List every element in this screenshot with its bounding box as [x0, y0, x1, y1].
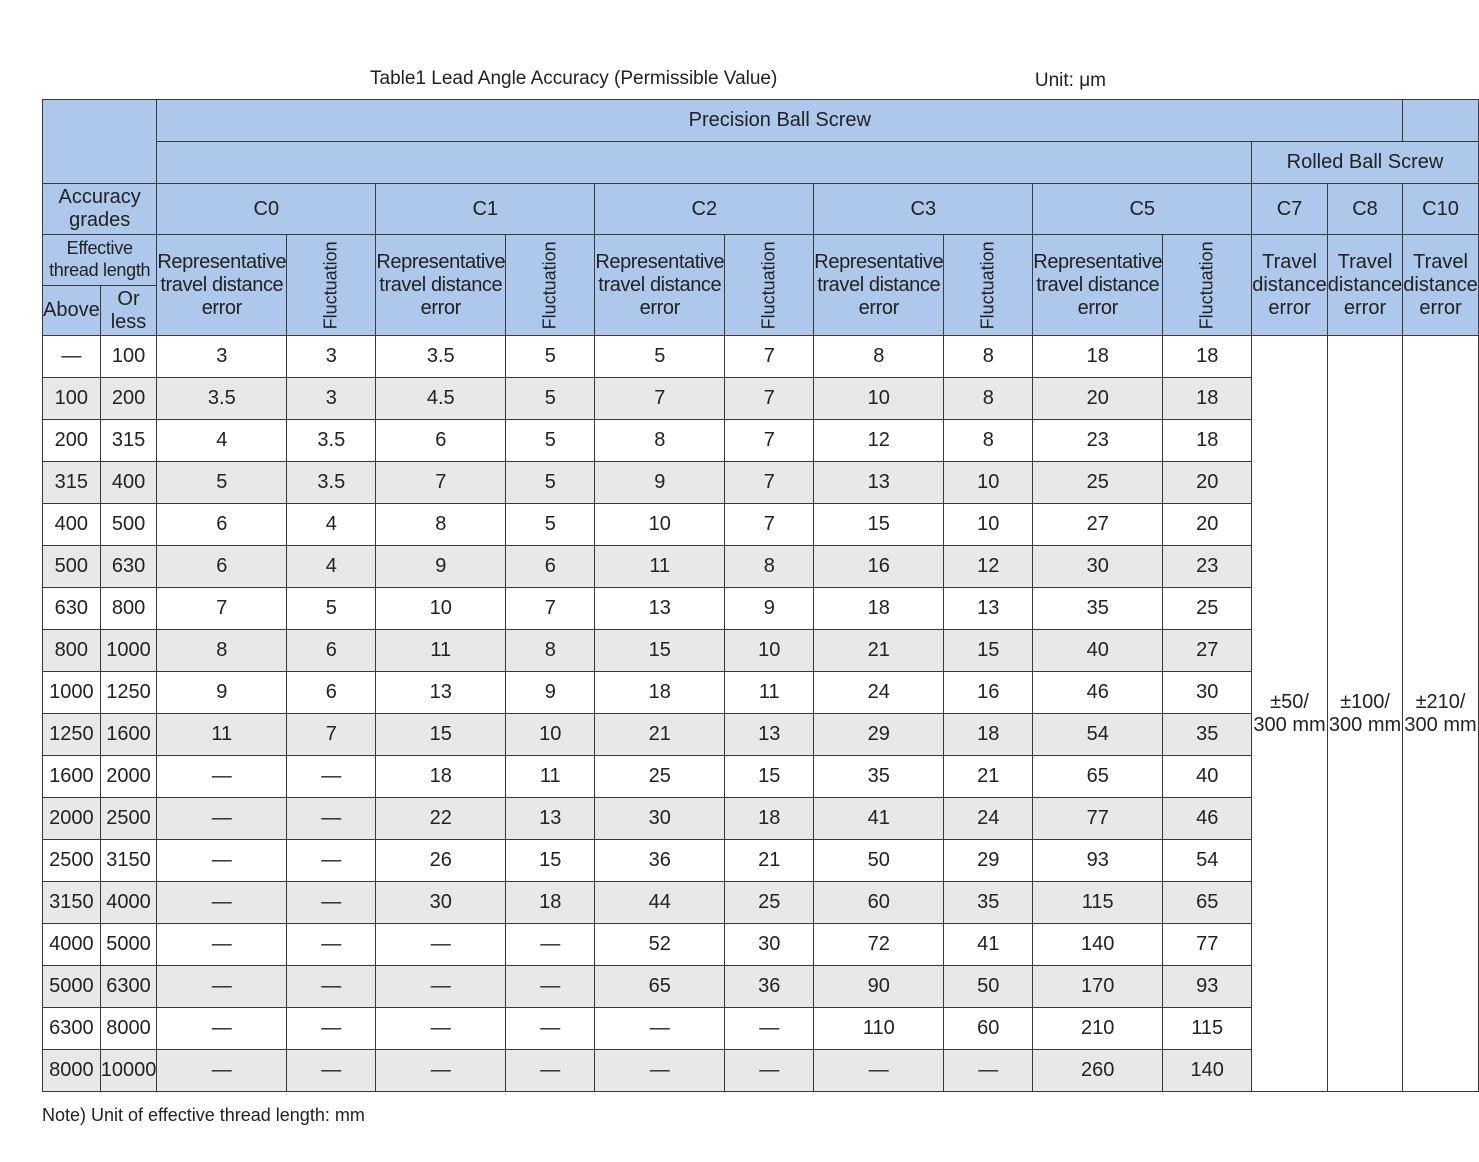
lead-angle-accuracy-table [42, 99, 1479, 1092]
length-above-cell: 400 [43, 504, 101, 546]
rolled-value-line: ±100/ [1340, 690, 1390, 713]
value-cell: 5 [287, 588, 376, 630]
tde-header-line: error [1343, 296, 1387, 319]
fluctuation-header [725, 235, 814, 336]
value-cell: 18 [1163, 420, 1252, 462]
value-cell: 44 [595, 882, 725, 924]
value-cell: 24 [944, 798, 1033, 840]
value-cell: 15 [376, 714, 506, 756]
value-cell: 7 [725, 462, 814, 504]
grade-header-c10: C10 [1403, 184, 1479, 235]
value-cell: — [506, 924, 595, 966]
note-text: Note) Unit of effective thread length: mm [42, 1105, 365, 1125]
value-cell: 9 [595, 462, 725, 504]
value-cell: 10 [506, 714, 595, 756]
value-cell: 5 [506, 504, 595, 546]
value-cell: 36 [725, 966, 814, 1008]
value-cell: 20 [1163, 504, 1252, 546]
value-cell: — [287, 1008, 376, 1050]
value-cell: 25 [1163, 588, 1252, 630]
value-cell: 4 [157, 420, 287, 462]
value-cell: 15 [814, 504, 944, 546]
length-or-less-cell: 2500 [100, 798, 157, 840]
value-cell: 16 [814, 546, 944, 588]
length-above-cell: 800 [43, 630, 101, 672]
length-above-cell: 3150 [43, 882, 101, 924]
value-cell: — [157, 840, 287, 882]
value-cell: 5 [157, 462, 287, 504]
value-cell: 3 [157, 336, 287, 378]
tde-header-line: Travel [1413, 250, 1468, 273]
rolled-value-line: 300 mm [1253, 713, 1326, 736]
rolled-value-line: 300 mm [1404, 713, 1477, 736]
rep-header-line: travel distance [598, 273, 722, 296]
rolled-value-line: ±210/ [1415, 690, 1466, 713]
value-cell: — [376, 1008, 506, 1050]
fluctuation-label: Fluctuation [1196, 240, 1217, 329]
value-cell: 27 [1163, 630, 1252, 672]
value-cell: 27 [1033, 504, 1163, 546]
value-cell: 21 [814, 630, 944, 672]
length-or-less-cell: 400 [100, 462, 157, 504]
value-cell: 8 [944, 378, 1033, 420]
value-cell: — [595, 1008, 725, 1050]
value-cell: — [506, 1050, 595, 1092]
length-above-cell: 2000 [43, 798, 101, 840]
value-cell: — [157, 1008, 287, 1050]
fluctuation-header [944, 235, 1033, 336]
value-cell: 10 [376, 588, 506, 630]
representative-travel-distance-error-header [1033, 235, 1163, 336]
value-cell: 30 [1033, 546, 1163, 588]
above-header: Above [43, 286, 101, 336]
length-or-less-cell: 5000 [100, 924, 157, 966]
value-cell: 22 [376, 798, 506, 840]
value-cell: 25 [595, 756, 725, 798]
value-cell: 24 [814, 672, 944, 714]
length-above-cell: 100 [43, 378, 101, 420]
rolled-travel-distance-error-value [1403, 336, 1479, 1092]
value-cell: 7 [376, 462, 506, 504]
grade-header-c0: C0 [157, 184, 376, 235]
value-cell: 11 [595, 546, 725, 588]
value-cell: 18 [376, 756, 506, 798]
value-cell: 65 [595, 966, 725, 1008]
fluctuation-header [287, 235, 376, 336]
travel-distance-error-header [1327, 235, 1403, 336]
value-cell: 210 [1033, 1008, 1163, 1050]
header-blank-2 [157, 142, 1252, 184]
value-cell: 20 [1033, 378, 1163, 420]
value-cell: 8 [944, 336, 1033, 378]
value-cell: 7 [506, 588, 595, 630]
value-cell: 15 [595, 630, 725, 672]
fluctuation-header [506, 235, 595, 336]
value-cell: 18 [1033, 336, 1163, 378]
unit-label: Unit: μm [1034, 70, 1106, 91]
value-cell: 23 [1033, 420, 1163, 462]
rep-header-line: travel distance [160, 273, 284, 296]
length-above-cell: 630 [43, 588, 101, 630]
value-cell: 9 [376, 546, 506, 588]
length-above-cell: 1250 [43, 714, 101, 756]
fluctuation-label: Fluctuation [977, 240, 998, 329]
length-above-cell: 8000 [43, 1050, 101, 1092]
value-cell: 26 [376, 840, 506, 882]
grade-header-c5: C5 [1033, 184, 1252, 235]
value-cell: — [157, 798, 287, 840]
value-cell: 5 [506, 378, 595, 420]
length-or-less-cell: 8000 [100, 1008, 157, 1050]
value-cell: 18 [1163, 336, 1252, 378]
value-cell: 4 [287, 504, 376, 546]
value-cell: 3 [287, 336, 376, 378]
value-cell: — [595, 1050, 725, 1092]
value-cell: 170 [1033, 966, 1163, 1008]
length-above-cell: 5000 [43, 966, 101, 1008]
value-cell: — [506, 966, 595, 1008]
length-above-cell: 2500 [43, 840, 101, 882]
value-cell: 18 [595, 672, 725, 714]
rep-header-line: error [420, 296, 461, 319]
fluctuation-label: Fluctuation [758, 240, 779, 329]
length-above-cell: 1000 [43, 672, 101, 714]
value-cell: — [376, 924, 506, 966]
value-cell: 6 [287, 630, 376, 672]
tde-header-line: distance [1252, 273, 1327, 296]
representative-travel-distance-error-header [814, 235, 944, 336]
value-cell: 13 [376, 672, 506, 714]
length-or-less-cell: 100 [100, 336, 157, 378]
value-cell: 110 [814, 1008, 944, 1050]
value-cell: 9 [506, 672, 595, 714]
travel-distance-error-header [1252, 235, 1328, 336]
value-cell: 11 [725, 672, 814, 714]
value-cell: 18 [506, 882, 595, 924]
effective-thread-length-header: Effective thread length [43, 235, 157, 286]
value-cell: 3.5 [287, 420, 376, 462]
value-cell: 115 [1033, 882, 1163, 924]
value-cell: 13 [725, 714, 814, 756]
value-cell: 5 [506, 462, 595, 504]
value-cell: 40 [1163, 756, 1252, 798]
value-cell: 10 [944, 462, 1033, 504]
value-cell: 30 [595, 798, 725, 840]
value-cell: 10 [595, 504, 725, 546]
value-cell: 8 [376, 504, 506, 546]
value-cell: 30 [1163, 672, 1252, 714]
value-cell: 60 [944, 1008, 1033, 1050]
length-or-less-cell: 4000 [100, 882, 157, 924]
value-cell: 6 [506, 546, 595, 588]
accuracy-grades-header: Accuracy grades [43, 184, 157, 235]
value-cell: 77 [1033, 798, 1163, 840]
length-or-less-cell: 200 [100, 378, 157, 420]
length-above-cell: 1600 [43, 756, 101, 798]
value-cell: — [376, 966, 506, 1008]
value-cell: 18 [725, 798, 814, 840]
value-cell: 140 [1163, 1050, 1252, 1092]
length-above-cell: 315 [43, 462, 101, 504]
tde-header-line: error [1268, 296, 1311, 319]
value-cell: 72 [814, 924, 944, 966]
value-cell: 8 [595, 420, 725, 462]
rep-header-line: Representative [595, 250, 725, 273]
value-cell: 115 [1163, 1008, 1252, 1050]
value-cell: 15 [506, 840, 595, 882]
value-cell: 41 [944, 924, 1033, 966]
travel-distance-error-header [1403, 235, 1479, 336]
grade-header-c8: C8 [1327, 184, 1403, 235]
value-cell: 13 [506, 798, 595, 840]
value-cell: — [287, 798, 376, 840]
value-cell: 93 [1163, 966, 1252, 1008]
value-cell: — [287, 840, 376, 882]
value-cell: 3 [287, 378, 376, 420]
value-cell: 4 [287, 546, 376, 588]
representative-travel-distance-error-header [157, 235, 287, 336]
length-or-less-cell: 315 [100, 420, 157, 462]
fluctuation-label: Fluctuation [320, 240, 341, 329]
fluctuation-header [1163, 235, 1252, 336]
value-cell: 18 [814, 588, 944, 630]
value-cell: 41 [814, 798, 944, 840]
value-cell: 3.5 [157, 378, 287, 420]
tde-header-line: distance [1403, 273, 1478, 296]
value-cell: 7 [595, 378, 725, 420]
value-cell: 6 [287, 672, 376, 714]
value-cell: 13 [595, 588, 725, 630]
value-cell: 13 [814, 462, 944, 504]
tde-header-line: distance [1327, 273, 1403, 296]
rep-header-line: error [201, 296, 242, 319]
length-above-cell: — [43, 336, 101, 378]
value-cell: 18 [944, 714, 1033, 756]
value-cell: 35 [1163, 714, 1252, 756]
value-cell: 46 [1033, 672, 1163, 714]
value-cell: 5 [595, 336, 725, 378]
value-cell: 11 [157, 714, 287, 756]
value-cell: 15 [725, 756, 814, 798]
value-cell: 90 [814, 966, 944, 1008]
rep-header-line: travel distance [1036, 273, 1160, 296]
value-cell: 13 [944, 588, 1033, 630]
value-cell: — [376, 1050, 506, 1092]
value-cell: 8 [944, 420, 1033, 462]
length-or-less-cell: 500 [100, 504, 157, 546]
value-cell: — [157, 924, 287, 966]
value-cell: 7 [725, 504, 814, 546]
tde-header-line: error [1419, 296, 1462, 319]
value-cell: 29 [814, 714, 944, 756]
rep-header-line: travel distance [817, 273, 941, 296]
header-blank [1403, 100, 1479, 142]
value-cell: 25 [725, 882, 814, 924]
rolled-travel-distance-error-value [1327, 336, 1403, 1092]
fluctuation-label: Fluctuation [539, 240, 560, 329]
value-cell: 6 [376, 420, 506, 462]
value-cell: 7 [725, 420, 814, 462]
value-cell: 50 [944, 966, 1033, 1008]
length-or-less-cell: 6300 [100, 966, 157, 1008]
rolled-ball-screw-header: Rolled Ball Screw [1252, 142, 1479, 184]
rolled-travel-distance-error-value [1252, 336, 1328, 1092]
length-or-less-cell: 800 [100, 588, 157, 630]
value-cell: 36 [595, 840, 725, 882]
value-cell: 20 [1163, 462, 1252, 504]
rep-header-line: error [858, 296, 899, 319]
value-cell: 5 [506, 420, 595, 462]
length-or-less-cell: 630 [100, 546, 157, 588]
value-cell: 40 [1033, 630, 1163, 672]
value-cell: 46 [1163, 798, 1252, 840]
value-cell: — [944, 1050, 1033, 1092]
tde-header-line: Travel [1337, 250, 1393, 273]
value-cell: 7 [287, 714, 376, 756]
rep-header-line: error [639, 296, 680, 319]
tde-header-line: Travel [1262, 250, 1317, 273]
length-or-less-cell: 1250 [100, 672, 157, 714]
value-cell: 23 [1163, 546, 1252, 588]
value-cell: 54 [1033, 714, 1163, 756]
value-cell: — [287, 924, 376, 966]
value-cell: 25 [1033, 462, 1163, 504]
rep-header-line: travel distance [379, 273, 503, 296]
value-cell: 65 [1033, 756, 1163, 798]
value-cell: 4.5 [376, 378, 506, 420]
value-cell: 50 [814, 840, 944, 882]
value-cell: 140 [1033, 924, 1163, 966]
grade-header-c2: C2 [595, 184, 814, 235]
representative-travel-distance-error-header [376, 235, 506, 336]
length-above-cell: 500 [43, 546, 101, 588]
value-cell: — [814, 1050, 944, 1092]
length-or-less-cell: 1600 [100, 714, 157, 756]
value-cell: — [157, 882, 287, 924]
value-cell: 3.5 [376, 336, 506, 378]
value-cell: 7 [725, 336, 814, 378]
table-title: Table1 Lead Angle Accuracy (Permissible Value) [370, 68, 778, 89]
grade-header-c1: C1 [376, 184, 595, 235]
rep-header-line: Representative [376, 250, 506, 273]
value-cell: 9 [157, 672, 287, 714]
value-cell: — [157, 1050, 287, 1092]
value-cell: 16 [944, 672, 1033, 714]
value-cell: 18 [1163, 378, 1252, 420]
value-cell: 35 [814, 756, 944, 798]
value-cell: 21 [725, 840, 814, 882]
value-cell: 54 [1163, 840, 1252, 882]
rep-header-line: error [1077, 296, 1118, 319]
value-cell: 8 [814, 336, 944, 378]
value-cell: 30 [725, 924, 814, 966]
length-above-cell: 200 [43, 420, 101, 462]
value-cell: 29 [944, 840, 1033, 882]
value-cell: 5 [506, 336, 595, 378]
representative-travel-distance-error-header [595, 235, 725, 336]
value-cell: — [287, 882, 376, 924]
value-cell: 260 [1033, 1050, 1163, 1092]
value-cell: — [287, 966, 376, 1008]
rep-header-line: Representative [814, 250, 944, 273]
table-caption [0, 68, 1145, 92]
value-cell: 35 [944, 882, 1033, 924]
or-less-header: Or less [100, 286, 157, 336]
precision-ball-screw-header: Precision Ball Screw [157, 100, 1403, 142]
value-cell: 35 [1033, 588, 1163, 630]
length-or-less-cell: 10000 [100, 1050, 157, 1092]
length-or-less-cell: 1000 [100, 630, 157, 672]
value-cell: 6 [157, 504, 287, 546]
value-cell: — [157, 756, 287, 798]
value-cell: 8 [506, 630, 595, 672]
value-cell: — [506, 1008, 595, 1050]
grade-header-c7: C7 [1252, 184, 1328, 235]
rep-header-line: Representative [1033, 250, 1163, 273]
rep-header-line: Representative [157, 250, 287, 273]
value-cell: 60 [814, 882, 944, 924]
value-cell: 12 [814, 420, 944, 462]
value-cell: 8 [725, 546, 814, 588]
header-corner [43, 100, 157, 184]
length-above-cell: 6300 [43, 1008, 101, 1050]
length-or-less-cell: 3150 [100, 840, 157, 882]
value-cell: 7 [157, 588, 287, 630]
rolled-value-line: 300 mm [1328, 713, 1402, 736]
value-cell: 15 [944, 630, 1033, 672]
value-cell: — [725, 1050, 814, 1092]
value-cell: 9 [725, 588, 814, 630]
value-cell: 21 [944, 756, 1033, 798]
table-row [43, 336, 1479, 378]
value-cell: — [157, 966, 287, 1008]
value-cell: 10 [725, 630, 814, 672]
value-cell: 3.5 [287, 462, 376, 504]
value-cell: 10 [814, 378, 944, 420]
value-cell: 12 [944, 546, 1033, 588]
value-cell: 8 [157, 630, 287, 672]
value-cell: 93 [1033, 840, 1163, 882]
length-above-cell: 4000 [43, 924, 101, 966]
rolled-value-line: ±50/ [1270, 690, 1309, 713]
value-cell: 30 [376, 882, 506, 924]
value-cell: 10 [944, 504, 1033, 546]
value-cell: — [287, 756, 376, 798]
value-cell: 11 [376, 630, 506, 672]
grade-header-c3: C3 [814, 184, 1033, 235]
value-cell: 65 [1163, 882, 1252, 924]
value-cell: 21 [595, 714, 725, 756]
value-cell: 7 [725, 378, 814, 420]
value-cell: 52 [595, 924, 725, 966]
value-cell: — [725, 1008, 814, 1050]
value-cell: 6 [157, 546, 287, 588]
value-cell: 11 [506, 756, 595, 798]
length-or-less-cell: 2000 [100, 756, 157, 798]
value-cell: — [287, 1050, 376, 1092]
value-cell: 77 [1163, 924, 1252, 966]
